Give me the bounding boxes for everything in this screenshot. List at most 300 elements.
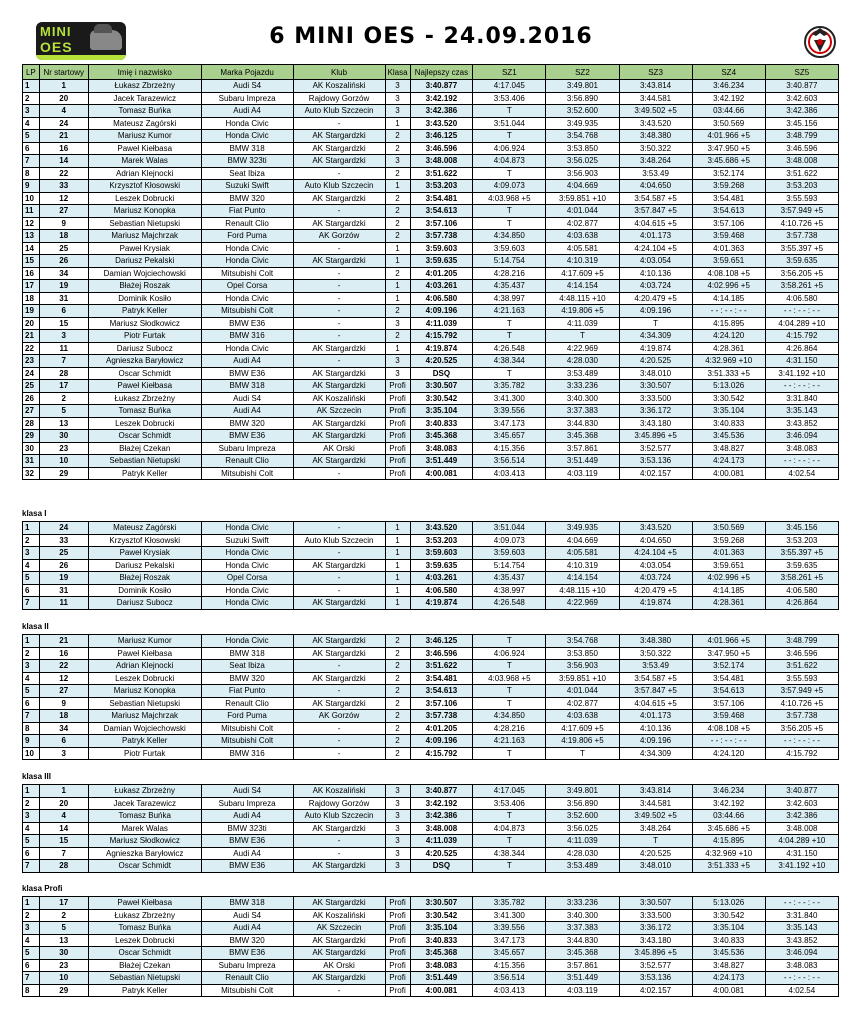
table-cell: 4:05.581: [546, 242, 619, 255]
table-cell: T: [473, 330, 546, 343]
table-cell: Leszek Dobrucki: [88, 192, 201, 205]
table-cell: 22: [39, 660, 88, 673]
table-cell: 3:59.651: [692, 559, 765, 572]
table-cell: 3:45.368: [410, 430, 473, 443]
table-cell: 4:03.119: [546, 467, 619, 480]
table-cell: 3: [385, 92, 410, 105]
table-cell: 3: [39, 330, 88, 343]
table-cell: 3:55.397 +5: [765, 242, 838, 255]
table-cell: 4:01.173: [619, 710, 692, 723]
table-cell: 4:09.073: [473, 534, 546, 547]
table-cell: 3:59.268: [692, 534, 765, 547]
table-cell: 03:44.66: [692, 810, 765, 823]
table-cell: Audi S4: [201, 909, 293, 922]
table-cell: 4:31.150: [765, 355, 838, 368]
table-cell: 3:53.203: [410, 534, 473, 547]
table-cell: 03:44.66: [692, 105, 765, 118]
table-cell: 3:45.368: [546, 947, 619, 960]
table-cell: Marek Walas: [88, 155, 201, 168]
table-cell: 3:40.833: [410, 934, 473, 947]
table-cell: 3: [385, 355, 410, 368]
table-cell: 3:56.205 +5: [765, 267, 838, 280]
table-cell: T: [473, 747, 546, 760]
table-cell: 3:48.010: [619, 860, 692, 873]
table-cell: 30: [39, 947, 88, 960]
table-cell: 3:53.136: [619, 455, 692, 468]
table-cell: Renault Clio: [201, 455, 293, 468]
table-cell: 3:33.500: [619, 392, 692, 405]
table-cell: Tomasz Buńka: [88, 105, 201, 118]
table-cell: 4: [39, 810, 88, 823]
table-cell: Mitsubishi Colt: [201, 467, 293, 480]
table-cell: 4:02.996 +5: [692, 280, 765, 293]
table-cell: 28: [39, 860, 88, 873]
table-cell: AK Stargardzki: [293, 947, 385, 960]
table-cell: 3:57.861: [546, 959, 619, 972]
table-cell: Mitsubishi Colt: [201, 722, 293, 735]
table-cell: 3:35.104: [692, 405, 765, 418]
table-cell: 3:53.850: [546, 142, 619, 155]
table-cell: 3:43.520: [619, 117, 692, 130]
table-cell: 13: [23, 230, 40, 243]
table-cell: BMW 320: [201, 934, 293, 947]
table-cell: Seat Ibiza: [201, 660, 293, 673]
table-cell: 9: [39, 217, 88, 230]
table-row: [23, 242, 839, 255]
table-cell: 15: [39, 317, 88, 330]
table-cell: Fiat Punto: [201, 205, 293, 218]
table-row: [23, 342, 839, 355]
table-cell: Paweł Kiełbasa: [88, 142, 201, 155]
table-cell: Auto Klub Szczecin: [293, 180, 385, 193]
table-cell: 3:51.449: [546, 455, 619, 468]
table-cell: - - : - - : - -: [765, 305, 838, 318]
table-cell: 3:51.449: [410, 972, 473, 985]
table-cell: Oscar Schmidt: [88, 860, 201, 873]
table-cell: 4:06.580: [765, 584, 838, 597]
table-cell: 3:40.300: [546, 392, 619, 405]
table-cell: 3:57.738: [410, 710, 473, 723]
table-cell: 3:43.520: [410, 522, 473, 535]
table-cell: 2: [385, 230, 410, 243]
table-cell: 3:43.814: [619, 80, 692, 93]
table-cell: AK Stargardzki: [293, 897, 385, 910]
table-row: [23, 392, 839, 405]
table-cell: 3:43.852: [765, 417, 838, 430]
table-cell: 3:59.635: [410, 559, 473, 572]
table-cell: 3:48.008: [765, 822, 838, 835]
table-cell: AK Stargardzki: [293, 822, 385, 835]
table-cell: T: [473, 685, 546, 698]
table-cell: 2: [385, 660, 410, 673]
table-cell: 2: [385, 697, 410, 710]
table-cell: Błażej Czekan: [88, 442, 201, 455]
table-cell: -: [293, 267, 385, 280]
table-cell: 9: [39, 697, 88, 710]
table-cell: 3:57.949 +5: [765, 205, 838, 218]
table-cell: Patryk Keller: [88, 305, 201, 318]
table-cell: 17: [39, 897, 88, 910]
table-cell: 1: [385, 597, 410, 610]
table-cell: 3:51.333 +5: [692, 367, 765, 380]
table-cell: 3:35.782: [473, 897, 546, 910]
table-cell: 3:46.596: [765, 142, 838, 155]
table-cell: Opel Corsa: [201, 280, 293, 293]
table-cell: 4:00.081: [692, 467, 765, 480]
table-cell: T: [473, 367, 546, 380]
table-cell: 3:56.205 +5: [765, 722, 838, 735]
table-cell: 2: [385, 330, 410, 343]
table-cell: BMW 320: [201, 417, 293, 430]
table-cell: 3:35.143: [765, 405, 838, 418]
table-cell: Paweł Kiełbasa: [88, 380, 201, 393]
table-row: [23, 947, 839, 960]
table-cell: 2: [23, 647, 40, 660]
table-cell: 3:55.593: [765, 192, 838, 205]
table-cell: 6: [23, 959, 40, 972]
table-cell: T: [473, 660, 546, 673]
table-cell: BMW 323ti: [201, 822, 293, 835]
table-cell: 2: [385, 710, 410, 723]
table-cell: 3: [23, 922, 40, 935]
table-cell: 2: [385, 722, 410, 735]
table-cell: 4:15.895: [692, 317, 765, 330]
table-cell: 4:10.319: [546, 255, 619, 268]
table-row: [23, 697, 839, 710]
table-cell: -: [293, 117, 385, 130]
table-cell: Patryk Keller: [88, 984, 201, 997]
table-cell: 4:24.104 +5: [619, 547, 692, 560]
table-cell: 4:20.525: [619, 847, 692, 860]
table-cell: 3:40.877: [765, 80, 838, 93]
table-cell: Sebastian Nietupski: [88, 217, 201, 230]
table-cell: 4:09.196: [619, 735, 692, 748]
table-cell: Audi S4: [201, 785, 293, 798]
table-cell: 4:06.924: [473, 142, 546, 155]
table-cell: 25: [23, 380, 40, 393]
table-cell: BMW E36: [201, 317, 293, 330]
table-cell: Dominik Kosiło: [88, 584, 201, 597]
table-row: [23, 167, 839, 180]
table-cell: 16: [39, 647, 88, 660]
table-cell: 3:52.577: [619, 442, 692, 455]
table-cell: 4:31.150: [765, 847, 838, 860]
table-cell: Renault Clio: [201, 697, 293, 710]
table-cell: 3:49.801: [546, 80, 619, 93]
table-cell: 4:01.363: [692, 242, 765, 255]
table-cell: 4:04.289 +10: [765, 317, 838, 330]
table-cell: 3: [385, 822, 410, 835]
table-cell: Krzysztof Kłosowski: [88, 534, 201, 547]
table-cell: 28: [23, 417, 40, 430]
table-cell: 3:30.507: [619, 897, 692, 910]
table-cell: 2: [385, 267, 410, 280]
table-row: [23, 572, 839, 585]
table-cell: 6: [23, 584, 40, 597]
table-cell: Patryk Keller: [88, 735, 201, 748]
table-cell: 3:59.851 +10: [546, 672, 619, 685]
table-cell: AK Orski: [293, 442, 385, 455]
table-cell: 27: [39, 205, 88, 218]
column-header: Nr startowy: [39, 65, 88, 80]
table-cell: 4:26.864: [765, 597, 838, 610]
table-cell: 3:36.172: [619, 405, 692, 418]
table-cell: 20: [39, 92, 88, 105]
table-cell: 3: [385, 847, 410, 860]
table-cell: 2: [23, 92, 40, 105]
table-cell: 4:03.054: [619, 255, 692, 268]
table-cell: 3:46.596: [765, 647, 838, 660]
table-cell: 3:35.782: [473, 380, 546, 393]
table-cell: 4:03.119: [546, 984, 619, 997]
table-cell: 3:59.603: [473, 242, 546, 255]
table-cell: 3:56.890: [546, 92, 619, 105]
table-cell: 33: [39, 180, 88, 193]
table-row: [23, 155, 839, 168]
table-cell: 3:48.827: [692, 959, 765, 972]
table-cell: AK Gorzów: [293, 230, 385, 243]
table-cell: AK Stargardzki: [293, 455, 385, 468]
table-cell: 4:03.968 +5: [473, 672, 546, 685]
table-cell: Audi A4: [201, 105, 293, 118]
table-cell: 4:04.669: [546, 180, 619, 193]
table-cell: 32: [23, 467, 40, 480]
table-cell: 1: [39, 785, 88, 798]
table-row: [23, 972, 839, 985]
table-cell: 3:59.635: [410, 255, 473, 268]
table-cell: BMW 318: [201, 647, 293, 660]
table-cell: T: [473, 217, 546, 230]
section-label: klasa Profi: [22, 884, 63, 893]
table-cell: 4:28.361: [692, 342, 765, 355]
table-cell: Łukasz Zbrzeżny: [88, 909, 201, 922]
table-cell: Profi: [385, 934, 410, 947]
table-row: [23, 722, 839, 735]
table-cell: Fiat Punto: [201, 685, 293, 698]
table-cell: 19: [39, 280, 88, 293]
table-cell: 3:57.738: [410, 230, 473, 243]
table-cell: 3:52.174: [692, 167, 765, 180]
table-cell: 6: [23, 142, 40, 155]
table-row: [23, 405, 839, 418]
table-cell: 4:10.136: [619, 267, 692, 280]
table-cell: 4:11.039: [546, 835, 619, 848]
table-row: [23, 417, 839, 430]
table-cell: 29: [23, 430, 40, 443]
table-cell: 3:57.106: [692, 217, 765, 230]
table-cell: 11: [23, 205, 40, 218]
table-cell: -: [293, 835, 385, 848]
table-cell: 4:17.609 +5: [546, 267, 619, 280]
table-cell: AK Stargardzki: [293, 155, 385, 168]
table-cell: 3:45.686 +5: [692, 822, 765, 835]
table-cell: 4:03.638: [546, 710, 619, 723]
table-cell: 3:51.622: [765, 660, 838, 673]
table-cell: Auto Klub Szczecin: [293, 810, 385, 823]
table-cell: 31: [39, 292, 88, 305]
table-cell: 4:19.806 +5: [546, 735, 619, 748]
table-cell: 3:43.180: [619, 934, 692, 947]
table-cell: - - : - - : - -: [765, 897, 838, 910]
column-header: LP: [23, 65, 40, 80]
table-cell: 2: [39, 392, 88, 405]
table-cell: Mitsubishi Colt: [201, 267, 293, 280]
table-cell: Mariusz Słodkowicz: [88, 835, 201, 848]
table-cell: Honda Civic: [201, 242, 293, 255]
table-cell: 3:33.236: [546, 897, 619, 910]
table-cell: 10: [39, 972, 88, 985]
table-cell: 3:54.587 +5: [619, 192, 692, 205]
table-cell: 4:02.54: [765, 984, 838, 997]
table-cell: 20: [39, 797, 88, 810]
table-cell: 4:06.924: [473, 647, 546, 660]
table-cell: Mariusz Kumor: [88, 635, 201, 648]
class-results-table: [22, 634, 839, 760]
table-cell: 2: [385, 647, 410, 660]
table-cell: -: [293, 467, 385, 480]
table-row: [23, 897, 839, 910]
table-cell: Honda Civic: [201, 292, 293, 305]
table-cell: 3: [23, 105, 40, 118]
table-cell: 3:43.520: [619, 522, 692, 535]
table-cell: 3:42.386: [765, 810, 838, 823]
table-cell: 3:39.556: [473, 922, 546, 935]
table-cell: 4:20.525: [619, 355, 692, 368]
table-cell: 4:05.581: [546, 547, 619, 560]
table-cell: 4:06.580: [410, 292, 473, 305]
table-cell: AK Stargardzki: [293, 217, 385, 230]
table-cell: -: [293, 355, 385, 368]
table-cell: 3:54.481: [692, 672, 765, 685]
class-results-table: [22, 896, 839, 997]
table-cell: 3: [385, 105, 410, 118]
table-cell: DSQ: [410, 860, 473, 873]
table-cell: 4:48.115 +10: [546, 584, 619, 597]
table-cell: Dariusz Pekalski: [88, 255, 201, 268]
table-cell: 21: [39, 130, 88, 143]
table-cell: Łukasz Zbrzeżny: [88, 785, 201, 798]
table-cell: 4:14.185: [692, 584, 765, 597]
table-cell: 3:46.596: [410, 142, 473, 155]
table-cell: 3:58.261 +5: [765, 280, 838, 293]
table-cell: 1: [385, 522, 410, 535]
table-cell: 5: [23, 130, 40, 143]
table-row: [23, 105, 839, 118]
table-cell: AK Stargardzki: [293, 367, 385, 380]
table-cell: 4:04.873: [473, 822, 546, 835]
table-cell: AK Stargardzki: [293, 559, 385, 572]
table-cell: 3:41.192 +10: [765, 860, 838, 873]
table-cell: 30: [39, 430, 88, 443]
table-cell: - - : - - : - -: [692, 735, 765, 748]
table-cell: 3:41.192 +10: [765, 367, 838, 380]
table-cell: Tomasz Buńka: [88, 405, 201, 418]
table-cell: Rajdowy Gorzów: [293, 797, 385, 810]
table-cell: 3:57.861: [546, 442, 619, 455]
table-cell: 3:46.596: [410, 647, 473, 660]
table-cell: T: [473, 105, 546, 118]
section-label: klasa II: [22, 622, 49, 631]
table-cell: Oscar Schmidt: [88, 367, 201, 380]
table-cell: -: [293, 685, 385, 698]
table-cell: Mateusz Zagórski: [88, 522, 201, 535]
table-cell: 3:46.125: [410, 635, 473, 648]
table-cell: Sebastian Nietupski: [88, 455, 201, 468]
table-cell: 4:02.157: [619, 467, 692, 480]
table-cell: 3:48.799: [765, 130, 838, 143]
table-cell: T: [473, 130, 546, 143]
table-cell: 3:44.830: [546, 417, 619, 430]
table-cell: 4:00.081: [410, 984, 473, 997]
table-cell: 3:57.106: [410, 697, 473, 710]
table-cell: 3:48.008: [765, 155, 838, 168]
table-cell: Dariusz Subocz: [88, 597, 201, 610]
table-cell: 4:38.997: [473, 292, 546, 305]
table-cell: T: [473, 860, 546, 873]
table-cell: 4:21.163: [473, 305, 546, 318]
table-cell: Paweł Kiełbasa: [88, 897, 201, 910]
table-cell: 2: [385, 130, 410, 143]
table-cell: 4:19.874: [410, 597, 473, 610]
table-cell: Profi: [385, 897, 410, 910]
table-cell: 3:48.083: [410, 442, 473, 455]
table-cell: 2: [39, 909, 88, 922]
table-cell: 3:30.542: [692, 909, 765, 922]
table-cell: 5:13.026: [692, 897, 765, 910]
table-cell: 4:03.724: [619, 280, 692, 293]
table-cell: 15: [39, 835, 88, 848]
column-header: SZ3: [619, 65, 692, 80]
table-row: [23, 192, 839, 205]
table-cell: Adrian Klejnocki: [88, 167, 201, 180]
table-cell: 4:14.154: [546, 280, 619, 293]
table-cell: Damian Wojciechowski: [88, 722, 201, 735]
table-cell: 3:43.814: [619, 785, 692, 798]
table-cell: 9: [23, 735, 40, 748]
table-cell: 2: [23, 909, 40, 922]
table-cell: 4:34.309: [619, 747, 692, 760]
table-cell: 4:02.877: [546, 697, 619, 710]
table-cell: Łukasz Zbrzeżny: [88, 392, 201, 405]
table-cell: Suzuki Swift: [201, 180, 293, 193]
table-cell: AK Stargardzki: [293, 142, 385, 155]
table-cell: 4:01.363: [692, 547, 765, 560]
table-cell: 3: [23, 660, 40, 673]
table-cell: 7: [23, 155, 40, 168]
table-cell: AK Stargardzki: [293, 860, 385, 873]
table-row: [23, 984, 839, 997]
table-cell: T: [473, 167, 546, 180]
table-cell: 4:09.196: [410, 735, 473, 748]
table-cell: 3:53.406: [473, 797, 546, 810]
table-cell: 3:52.174: [692, 660, 765, 673]
table-cell: 4:02.877: [546, 217, 619, 230]
table-cell: 3: [385, 367, 410, 380]
table-cell: 3:54.481: [410, 672, 473, 685]
table-row: [23, 584, 839, 597]
table-cell: 4:09.073: [473, 180, 546, 193]
table-row: [23, 255, 839, 268]
table-cell: Honda Civic: [201, 117, 293, 130]
table-cell: AK Koszaliński: [293, 909, 385, 922]
table-cell: -: [293, 317, 385, 330]
table-cell: 3:59.603: [473, 547, 546, 560]
table-cell: Audi A4: [201, 405, 293, 418]
table-cell: 3:43.520: [410, 117, 473, 130]
table-cell: 4:04.650: [619, 534, 692, 547]
table-row: [23, 117, 839, 130]
table-cell: Damian Wojciechowski: [88, 267, 201, 280]
